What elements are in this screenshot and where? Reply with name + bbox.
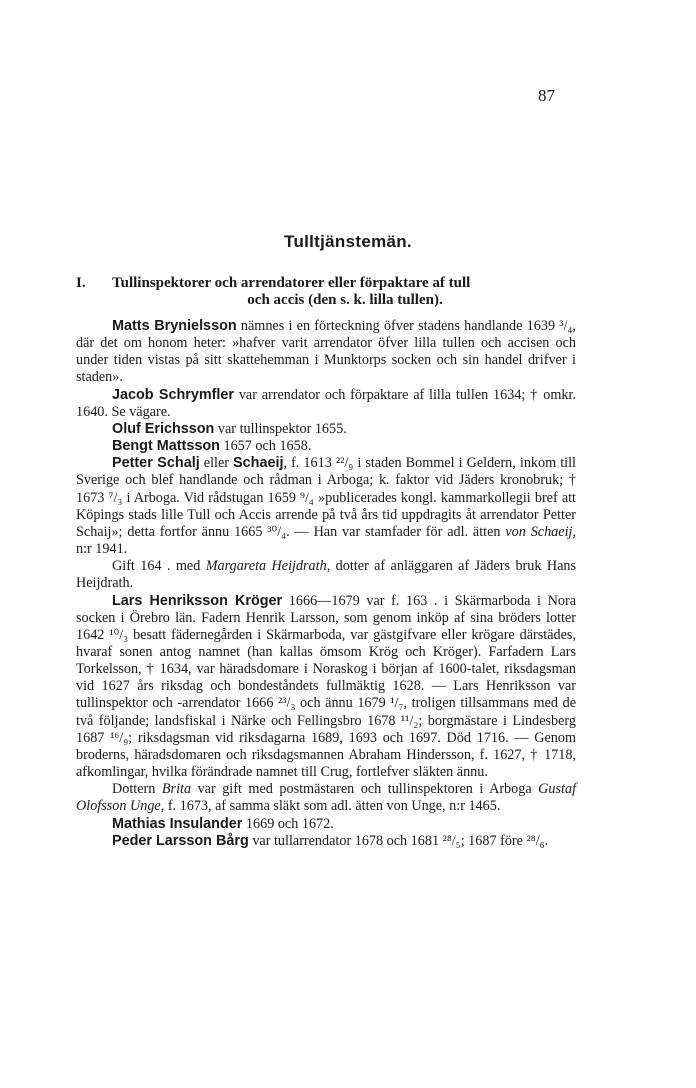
family-name: von Schaeij	[505, 523, 573, 540]
section-heading-line-1: Tullinspektorer och arrendatorer eller förpaktare af tull	[112, 275, 471, 291]
entry-oluf-erichsson	[76, 421, 576, 438]
entry-text: Gift 164 . med	[112, 558, 206, 575]
entry-peder-larsson-barg	[76, 833, 576, 850]
entry-lars-henriksson-kroger	[76, 593, 576, 782]
person-name: Oluf Erichsson	[112, 420, 215, 437]
entry-marriage	[76, 558, 576, 592]
entry-text: eller	[199, 455, 234, 472]
body-text	[76, 318, 576, 850]
wife-name: Margareta Heijdrath	[205, 558, 327, 575]
entry-text: , n:r 1941.	[76, 523, 577, 558]
entry-matts-brynielsson	[76, 318, 576, 387]
entry-text: var gift med postmästaren och tullinspektoren i Arboga	[191, 781, 539, 798]
page-title: Tulltjänstemän.	[284, 232, 412, 251]
person-name: Petter Schalj	[112, 455, 200, 472]
entry-mathias-insulander	[76, 816, 576, 833]
entry-jacob-schrymfler	[76, 387, 576, 421]
entry-text: var tullarrendator 1678 och 1681 ²⁸/₅; 1687 före ²⁸/₆.	[248, 832, 549, 849]
person-name: Lars Henriksson Kröger	[112, 592, 283, 609]
person-name: Peder Larsson Bårg	[112, 832, 249, 849]
entry-text: var arrendator och förpaktare af lilla tullen 1634; † omkr. 1640. Se vägare.	[76, 386, 576, 420]
section-heading	[76, 275, 584, 309]
entry-petter-schalj	[76, 455, 576, 558]
person-name: Matts Brynielsson	[112, 318, 237, 334]
entry-text: 1666—1679 var f. 163 . i Skärmarboda i Nora socken i Örebro län. Fadern Henrik Larsson, som genom inköp af sina bröders lotter 1642 ¹⁰/₃ besatt fädernegården i Skärmarboda, var gästgifvare eller krögare därstädes, hvaraf sonen antog namnet (han kallas ömsom Krög och Kröger). Farfadern Lars Torkelsson, † 1634, var häradsdomare i Noraskog i början af 1600-talet, riksdagsman vid 1627 års riksdag och bondeståndets fullmäktig 1628. — Lars Henriksson var tullinspektor och -arrendator 1666 ²³/₃ och ännu 1679 ¹/₇, troligen tillsammans med de två följande; landsfiskal i Närke och Fellingsbro 1678 ¹¹/₂; borgmästare i Lindesberg 1687 ¹⁶/₉; riksdagsman vid riksdagarna 1689, 1693 och 1697. Död 1716. — Genom broderns, häradsdomaren och riksdagsmannen Abraham Hindersson, f. 1627, † 1718, afkomlingar, hvilka förändrade namnet till Crug, fortlefver släkten ännu.	[76, 592, 576, 781]
entry-text: , f. 1613 ²²/₉ i staden Bommel i Geldern, inkom till Sverige och blef handlande och rådman i Arboga; k. faktor vid Jäders kronobruk; † 1673 ⁷/₃ i Arboga. Vid rådstugan 1659 ⁹/₄ »publicerades kongl. kammarkollegii bref att Köpings stads lille Tull och Accis arrende på två års tid uppdragits åt arrendator Petter Schaij»; detta fortfor ännu 1665 ³⁰/₄. — Han var stamfader för adl. ätten	[76, 455, 576, 540]
section-number: I.	[76, 275, 86, 291]
page-number: 87	[538, 86, 555, 105]
person-name: Bengt Mattsson	[112, 438, 220, 455]
entry-daughter	[76, 781, 576, 815]
section-heading-line-2: och accis (den s. k. lilla tullen).	[247, 292, 443, 308]
entry-bengt-mattsson	[76, 438, 576, 455]
entry-text: , dotter af anläggaren af Jäders bruk Hans Heijdrath.	[76, 558, 577, 592]
daughter-name: Brita	[161, 781, 192, 798]
husband-name: Gustaf Olofsson Unge	[76, 781, 577, 815]
person-alt-name: Schaeij	[233, 455, 284, 472]
person-name: Mathias Insulander	[112, 815, 243, 832]
entry-text: , f. 1673, af samma släkt som adl. ätten von Unge, n:r 1465.	[160, 798, 501, 815]
entry-text: 1669 och 1672.	[242, 815, 334, 832]
entry-text: 1657 och 1658.	[219, 438, 312, 455]
entry-text: Dottern	[112, 781, 162, 798]
person-name: Jacob Schrymfler	[112, 386, 235, 403]
entry-text: nämnes i en förteckning öfver stadens handlande 1639 ³/₄, där det om honom heter: »hafver varit arrendator öfver lilla tullen och accisen och under tiden vistas på sitt skattehemman i Munktorps socken och sin handel drifver i staden».	[76, 318, 576, 386]
entry-text: var tullinspektor 1655.	[214, 420, 347, 437]
